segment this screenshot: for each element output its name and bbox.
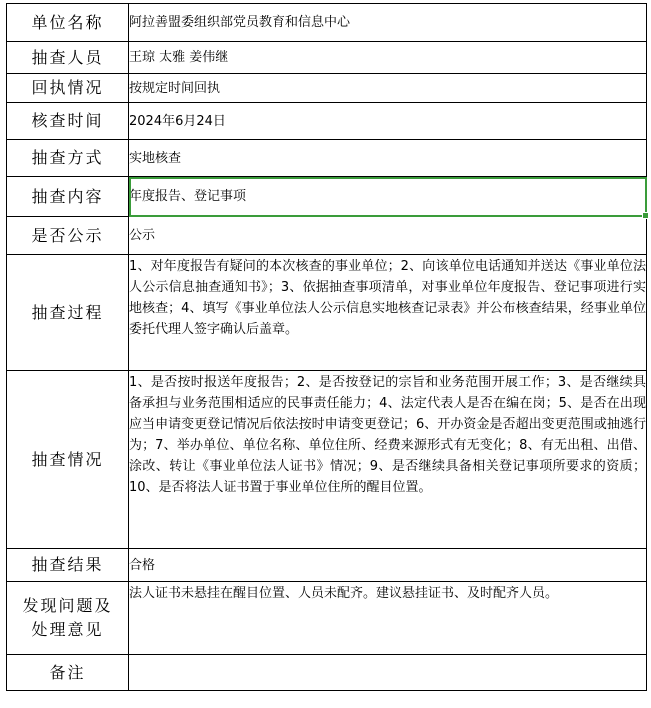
value-method: 实地核查: [129, 140, 647, 177]
fill-handle[interactable]: [642, 212, 649, 219]
label-issues-line1: 发现问题及: [22, 596, 113, 615]
value-remarks: [129, 655, 647, 691]
row-issues: [7, 582, 647, 655]
label-publicity: 是否公示: [7, 217, 129, 255]
label-remarks: 备注: [7, 655, 129, 691]
label-result: 抽查结果: [7, 549, 129, 582]
value-receipt: 按规定时间回执: [129, 74, 647, 103]
value-check-date: 2024年6月24日: [129, 103, 647, 140]
row-remarks: [7, 655, 647, 691]
inspection-record-table: [6, 3, 647, 691]
row-unit-name: [7, 4, 647, 42]
row-result: [7, 549, 647, 582]
label-issues: [7, 582, 129, 655]
row-process: [7, 255, 647, 371]
value-issues: 法人证书未悬挂在醒目位置、人员未配齐。建议悬挂证书、及时配齐人员。: [129, 582, 647, 655]
label-issues-line2: 处理意见: [31, 620, 104, 639]
value-inspectors: 王琼 太雅 姜伟继: [129, 42, 647, 74]
row-publicity: [7, 217, 647, 255]
label-situation: 抽查情况: [7, 371, 129, 549]
label-content: 抽查内容: [7, 177, 129, 217]
row-receipt: [7, 74, 647, 103]
label-unit-name: 单位名称: [7, 4, 129, 42]
value-process: 1、对年度报告有疑问的本次核查的事业单位；2、向该单位电话通知并送达《事业单位法人公示信息抽查通知书》；3、依据抽查事项清单，对事业单位年度报告、登记事项进行实地核查；4、填写《事业单位法人公示信息实地核查记录表》并公布核查结果，经事业单位委托代理人签字确认后盖章。: [129, 255, 647, 371]
row-content: [7, 177, 647, 217]
label-receipt: 回执情况: [7, 74, 129, 103]
value-publicity: 公示: [129, 217, 647, 255]
value-result: 合格: [129, 549, 647, 582]
value-unit-name: 阿拉善盟委组织部党员教育和信息中心: [129, 4, 647, 42]
row-inspectors: [7, 42, 647, 74]
value-content: 年度报告、登记事项: [129, 189, 247, 204]
label-inspectors: 抽查人员: [7, 42, 129, 74]
label-process: 抽查过程: [7, 255, 129, 371]
row-situation: [7, 371, 647, 549]
label-method: 抽查方式: [7, 140, 129, 177]
value-content-selected-cell[interactable]: [129, 177, 647, 217]
value-situation: 1、是否按时报送年度报告；2、是否按登记的宗旨和业务范围开展工作；3、是否继续具备承担与业务范围相适应的民事责任能力；4、法定代表人是否在编在岗；5、是否在出现应当申请变更登记情况后依法按时申请变更登记；6、开办资金是否超出变更范围或抽逃行为；7、举办单位、单位名称、单位住所、经费来源形式有无变化；8、有无出租、出借、涂改、转让《事业单位法人证书》情况；9、是否继续具备相关登记事项所要求的资质；10、是否将法人证书置于事业单位住所的醒目位置。: [129, 371, 647, 549]
label-check-date: 核查时间: [7, 103, 129, 140]
row-check-date: [7, 103, 647, 140]
row-method: [7, 140, 647, 177]
